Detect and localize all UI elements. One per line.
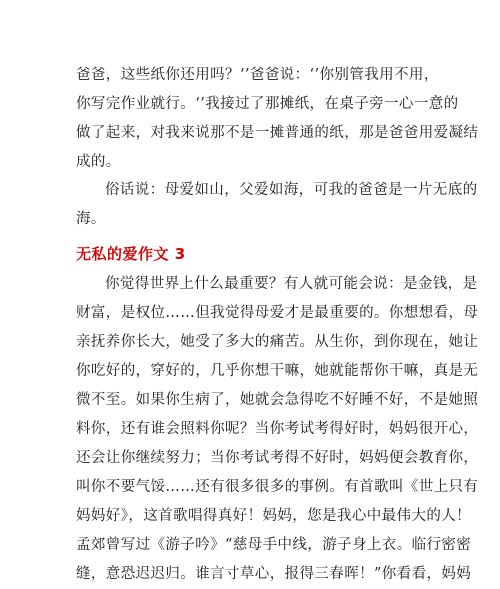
text-line: 还会让你继续努力；当你考试考得不好时，妈妈便会教育你， bbox=[76, 450, 479, 466]
text-line: 你写完作业就行。‘’我接过了那摊纸，在桌子旁一心一意的 bbox=[76, 96, 459, 112]
paragraph-mother-love bbox=[76, 270, 479, 589]
text-line: 海。 bbox=[76, 211, 106, 227]
paragraph-father-paper bbox=[76, 61, 479, 177]
text-line: 缝，意恐迟迟归。谁言寸草心，报得三春晖！”你看看，妈妈 bbox=[76, 566, 472, 582]
text-line: 俗话说：母爱如山，父爱如海，可我的爸爸是一片无底的 bbox=[105, 182, 478, 198]
text-line: 爸爸，这些纸你还用吗？‘’爸爸说：‘’你别管我用不用， bbox=[76, 67, 439, 83]
text-line: 微不至。如果你生病了，她就会急得吃不好睡不好，不是她照 bbox=[76, 392, 479, 408]
paragraph-proverb bbox=[76, 176, 478, 234]
text-line: 妈妈好》，这首歌唱得真好！妈妈，您是我心中最伟大的人！ bbox=[76, 508, 472, 524]
text-line: 你觉得世界上什么最重要？有人就可能会说：是金钱，是 bbox=[105, 276, 478, 292]
text-line: 孟郊曾写过《游子吟》“慈母手中线，游子身上衣。临行密密 bbox=[76, 537, 472, 553]
text-line: 亲抚养你长大，她受了多大的痛苦。从生你，到你现在，她让 bbox=[76, 334, 479, 350]
text-line: 做了起来，对我来说那不是一摊普通的纸，那是爸爸用爱凝结 bbox=[76, 125, 479, 141]
text-line: 财富，是权位……但我觉得母爱才是最重要的。你想想看，母 bbox=[76, 305, 479, 321]
text-line: 你吃好的，穿好的，几乎你想干嘛，她就能帮你干嘛，真是无 bbox=[76, 363, 479, 379]
text-line: 叫你不要气馁……还有很多很多的事例。有首歌叫《世上只有 bbox=[76, 479, 479, 495]
section-heading: 无私的爱作文 3 bbox=[76, 245, 186, 263]
text-line: 成的。 bbox=[76, 154, 121, 170]
text-line: 料你，还有谁会照料你呢？当你考试考得好时，妈妈很开心， bbox=[76, 421, 479, 437]
